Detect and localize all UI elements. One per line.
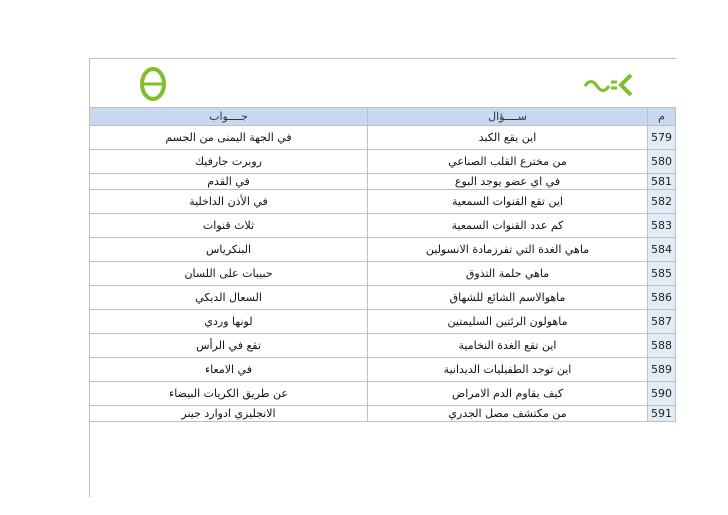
qa-table	[89, 107, 676, 422]
num-column-header: م	[648, 108, 676, 126]
table-row	[90, 174, 676, 190]
answer-cell: ثلاث قنوات	[90, 214, 368, 238]
table-row	[90, 262, 676, 286]
answer-column-header: جــــواب	[90, 108, 368, 126]
answer-cell: في القدم	[90, 174, 368, 190]
question-cell: في اي عضو يوجد البوع	[368, 174, 648, 190]
row-number-cell: 588	[648, 334, 676, 358]
question-cell: من مخترع القلب الصناعي	[368, 150, 648, 174]
table-row	[90, 150, 676, 174]
row-number-cell: 589	[648, 358, 676, 382]
answer-cell: في الجهة اليمنى من الجسم	[90, 126, 368, 150]
row-number-cell: 580	[648, 150, 676, 174]
table-row	[90, 334, 676, 358]
question-cell: من مكتشف مصل الجدري	[368, 406, 648, 422]
answer-cell: في الأذن الداخلية	[90, 190, 368, 214]
answer-cell: لونها وردي	[90, 310, 368, 334]
question-cell: اين تقع الغدة النخامية	[368, 334, 648, 358]
table-row	[90, 190, 676, 214]
answer-cell: تقع في الرأس	[90, 334, 368, 358]
question-cell: ماهوالاسم الشائع للشهاق	[368, 286, 648, 310]
theta-logo-icon	[137, 66, 169, 102]
question-cell: كم عدد القنوات السمعية	[368, 214, 648, 238]
question-cell: اين تقع القنوات السمعية	[368, 190, 648, 214]
table-row	[90, 286, 676, 310]
row-number-cell: 587	[648, 310, 676, 334]
row-number-cell: 591	[648, 406, 676, 422]
brand-logo-icon	[583, 72, 633, 98]
answer-cell: عن طريق الكريات البيضاء	[90, 382, 368, 406]
table-header-row	[90, 108, 676, 126]
row-number-cell: 582	[648, 190, 676, 214]
answer-cell: روبرت جارفيك	[90, 150, 368, 174]
question-cell: ماهولون الرئتين السليمتين	[368, 310, 648, 334]
table-row	[90, 406, 676, 422]
table-row	[90, 126, 676, 150]
row-number-cell: 590	[648, 382, 676, 406]
answer-cell: حبيبات على اللسان	[90, 262, 368, 286]
answer-cell: الانجليزي ادوارد جينر	[90, 406, 368, 422]
question-cell: ماهي حلمة التذوق	[368, 262, 648, 286]
table-row	[90, 238, 676, 262]
table-body	[90, 126, 676, 422]
table-row	[90, 358, 676, 382]
question-column-header: ســــؤال	[368, 108, 648, 126]
row-number-cell: 585	[648, 262, 676, 286]
table-row	[90, 310, 676, 334]
row-number-cell: 581	[648, 174, 676, 190]
question-cell: اين يقع الكبد	[368, 126, 648, 150]
answer-cell: في الامعاء	[90, 358, 368, 382]
row-number-cell: 579	[648, 126, 676, 150]
table-row	[90, 382, 676, 406]
question-cell: ماهي الغدة التي تفرزمادة الانسولين	[368, 238, 648, 262]
row-number-cell: 586	[648, 286, 676, 310]
question-cell: كيف يقاوم الدم الامراض	[368, 382, 648, 406]
table-row	[90, 214, 676, 238]
answer-cell: البنكرياس	[90, 238, 368, 262]
answer-cell: السعال الديكي	[90, 286, 368, 310]
question-cell: اين توجد الطفيليات الديدانية	[368, 358, 648, 382]
row-number-cell: 583	[648, 214, 676, 238]
row-number-cell: 584	[648, 238, 676, 262]
